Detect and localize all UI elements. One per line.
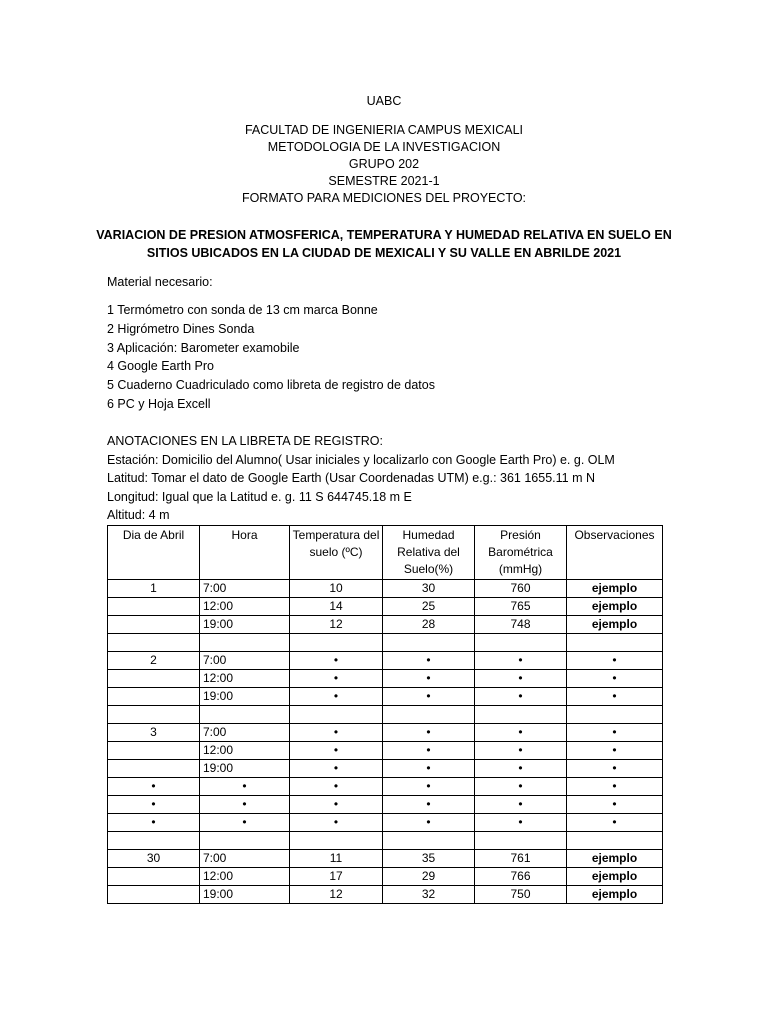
cell-temperature: 12 [290, 886, 383, 904]
cell-temperature: • [290, 778, 383, 796]
cell-day: • [108, 814, 200, 832]
cell-day [108, 760, 200, 778]
cell-day [108, 688, 200, 706]
cell-day: 1 [108, 580, 200, 598]
cell-day [108, 616, 200, 634]
faculty-name: FACULTAD DE INGENIERIA CAMPUS MEXICALI [244, 123, 524, 137]
cell-day [108, 598, 200, 616]
table-row [108, 814, 663, 832]
cell-observation: ejemplo [567, 616, 663, 634]
cell-pressure: • [475, 778, 567, 796]
cell-pressure: 750 [475, 886, 567, 904]
cell-temperature: • [290, 814, 383, 832]
cell-observation: • [567, 652, 663, 670]
cell-pressure: • [475, 670, 567, 688]
table-row [108, 652, 663, 670]
annotations-heading: ANOTACIONES EN LA LIBRETA DE REGISTRO: [107, 434, 383, 448]
cell-hour: 12:00 [200, 742, 290, 760]
cell-humidity: • [383, 670, 475, 688]
table-row [108, 760, 663, 778]
cell-observation: • [567, 688, 663, 706]
material-item: 1 Termómetro con sonda de 13 cm marca Bonne [107, 303, 378, 317]
cell-pressure: 761 [475, 850, 567, 868]
cell-observation: ejemplo [567, 868, 663, 886]
cell-day [108, 742, 200, 760]
cell-observation [567, 634, 663, 652]
cell-hour: 19:00 [200, 886, 290, 904]
cell-hour: 12:00 [200, 868, 290, 886]
cell-hour: 12:00 [200, 598, 290, 616]
cell-day: 3 [108, 724, 200, 742]
table-row [108, 850, 663, 868]
header-pressure: Presión Barométrica (mmHg) [475, 526, 567, 580]
cell-pressure: • [475, 796, 567, 814]
cell-day [108, 706, 200, 724]
material-item: 3 Aplicación: Barometer examobile [107, 341, 300, 355]
table-row [108, 724, 663, 742]
cell-temperature: • [290, 670, 383, 688]
cell-temperature: 17 [290, 868, 383, 886]
table-row [108, 580, 663, 598]
cell-humidity: • [383, 814, 475, 832]
table-row [108, 634, 663, 652]
cell-temperature: 10 [290, 580, 383, 598]
cell-day: • [108, 796, 200, 814]
cell-hour: 12:00 [200, 670, 290, 688]
table-row [108, 796, 663, 814]
cell-observation: ejemplo [567, 598, 663, 616]
table-row [108, 706, 663, 724]
cell-temperature: • [290, 688, 383, 706]
table-row [108, 688, 663, 706]
annotation-altitude: Altitud: 4 m [107, 508, 170, 522]
cell-observation: ejemplo [567, 850, 663, 868]
cell-day [108, 832, 200, 850]
cell-observation: ejemplo [567, 886, 663, 904]
cell-humidity [383, 832, 475, 850]
header-humidity: Humedad Relativa del Suelo(%) [383, 526, 475, 580]
cell-hour: 19:00 [200, 688, 290, 706]
cell-humidity: • [383, 742, 475, 760]
cell-observation: • [567, 670, 663, 688]
cell-observation: • [567, 724, 663, 742]
annotation-latitude: Latitud: Tomar el dato de Google Earth (Usar Coordenadas UTM) e.g.: 361 1655.11 m N [107, 471, 595, 485]
header-hour: Hora [200, 526, 290, 580]
cell-hour [200, 634, 290, 652]
cell-pressure: • [475, 724, 567, 742]
header-observations: Observaciones [567, 526, 663, 580]
header-temperature: Temperatura del suelo (ºC) [290, 526, 383, 580]
cell-humidity [383, 634, 475, 652]
cell-humidity: 28 [383, 616, 475, 634]
cell-pressure [475, 832, 567, 850]
table-row [108, 778, 663, 796]
cell-temperature [290, 832, 383, 850]
material-item: 6 PC y Hoja Excell [107, 397, 211, 411]
table-header-row [108, 526, 663, 580]
cell-humidity [383, 706, 475, 724]
cell-humidity: • [383, 688, 475, 706]
cell-humidity: • [383, 724, 475, 742]
cell-observation: • [567, 760, 663, 778]
table-row [108, 886, 663, 904]
cell-day [108, 634, 200, 652]
cell-pressure: 760 [475, 580, 567, 598]
cell-humidity: • [383, 778, 475, 796]
table-row [108, 742, 663, 760]
header-day: Dia de Abril [108, 526, 200, 580]
cell-temperature: • [290, 724, 383, 742]
cell-pressure: • [475, 688, 567, 706]
cell-temperature: 11 [290, 850, 383, 868]
material-item: 4 Google Earth Pro [107, 359, 215, 373]
table-row [108, 598, 663, 616]
cell-pressure: 765 [475, 598, 567, 616]
cell-temperature [290, 634, 383, 652]
cell-pressure: • [475, 814, 567, 832]
cell-pressure [475, 706, 567, 724]
cell-pressure: • [475, 742, 567, 760]
cell-hour: • [200, 796, 290, 814]
cell-observation: • [567, 796, 663, 814]
cell-temperature: • [290, 760, 383, 778]
table-row [108, 868, 663, 886]
table-row [108, 832, 663, 850]
cell-pressure [475, 634, 567, 652]
university-name: UABC [366, 94, 402, 108]
cell-hour: • [200, 778, 290, 796]
cell-temperature: 12 [290, 616, 383, 634]
table-body [108, 580, 663, 904]
table-row [108, 670, 663, 688]
cell-temperature [290, 706, 383, 724]
cell-hour: 7:00 [200, 580, 290, 598]
cell-day: 30 [108, 850, 200, 868]
cell-temperature: • [290, 796, 383, 814]
measurements-table [107, 525, 663, 904]
cell-humidity: • [383, 796, 475, 814]
cell-humidity: 35 [383, 850, 475, 868]
cell-day [108, 670, 200, 688]
table-row [108, 616, 663, 634]
cell-humidity: 32 [383, 886, 475, 904]
cell-day [108, 886, 200, 904]
course-name: METODOLOGIA DE LA INVESTIGACION [267, 140, 501, 154]
cell-day [108, 868, 200, 886]
cell-pressure: 748 [475, 616, 567, 634]
cell-pressure: • [475, 652, 567, 670]
cell-observation [567, 832, 663, 850]
materials-heading: Material necesario: [107, 275, 213, 289]
cell-pressure: 766 [475, 868, 567, 886]
cell-hour [200, 706, 290, 724]
cell-hour: 19:00 [200, 760, 290, 778]
cell-observation: • [567, 814, 663, 832]
format-title: FORMATO PARA MEDICIONES DEL PROYECTO: [241, 191, 527, 205]
cell-temperature: • [290, 652, 383, 670]
semester: SEMESTRE 2021-1 [328, 174, 440, 188]
cell-humidity: 29 [383, 868, 475, 886]
cell-hour: • [200, 814, 290, 832]
cell-hour: 7:00 [200, 724, 290, 742]
cell-hour: 7:00 [200, 850, 290, 868]
cell-hour [200, 832, 290, 850]
project-title-line2: SITIOS UBICADOS EN LA CIUDAD DE MEXICALI Y SU VALLE EN ABRILDE 2021 [146, 246, 622, 260]
cell-temperature: • [290, 742, 383, 760]
project-title-line1: VARIACION DE PRESION ATMOSFERICA, TEMPERATURA Y HUMEDAD RELATIVA EN SUELO EN [96, 228, 672, 242]
cell-temperature: 14 [290, 598, 383, 616]
cell-hour: 19:00 [200, 616, 290, 634]
cell-observation: ejemplo [567, 580, 663, 598]
cell-humidity: • [383, 760, 475, 778]
material-item: 2 Higrómetro Dines Sonda [107, 322, 255, 336]
cell-day: 2 [108, 652, 200, 670]
annotation-station: Estación: Domicilio del Alumno( Usar iniciales y localizarlo con Google Earth Pro) e. g. OLM [107, 453, 615, 467]
group-name: GRUPO 202 [348, 157, 420, 171]
cell-humidity: • [383, 652, 475, 670]
cell-pressure: • [475, 760, 567, 778]
cell-humidity: 25 [383, 598, 475, 616]
cell-hour: 7:00 [200, 652, 290, 670]
cell-observation: • [567, 778, 663, 796]
annotation-longitude: Longitud: Igual que la Latitud e. g. 11 S 644745.18 m E [107, 490, 412, 504]
cell-humidity: 30 [383, 580, 475, 598]
material-item: 5 Cuaderno Cuadriculado como libreta de registro de datos [107, 378, 435, 392]
cell-day: • [108, 778, 200, 796]
cell-observation [567, 706, 663, 724]
cell-observation: • [567, 742, 663, 760]
